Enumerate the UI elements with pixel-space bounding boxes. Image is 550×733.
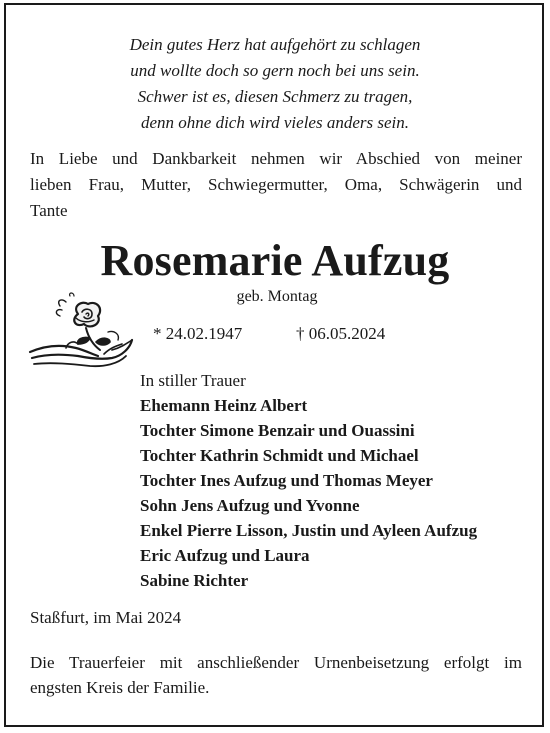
mourner-name: Tochter Ines Aufzug und Thomas Meyer	[140, 471, 433, 490]
mourner-name: Sabine Richter	[140, 571, 249, 590]
intro-line: Tante	[30, 201, 68, 220]
mourner-name: Enkel Pierre Lisson, Justin und Ayleen Aufzug	[140, 521, 478, 540]
poem-line: Dein gutes Herz hat aufgehört zu schlagen	[129, 35, 421, 54]
poem	[0, 32, 550, 136]
mourner-name: Eric Aufzug und Laura	[140, 546, 310, 565]
rose-in-hands-icon	[26, 292, 134, 372]
birth-date: * 24.02.1947	[153, 324, 243, 343]
poem-line: denn ohne dich wird vieles anders sein.	[140, 113, 409, 132]
mourners-lead: In stiller Trauer	[140, 371, 246, 390]
maiden-name: geb. Montag	[236, 288, 318, 305]
poem-line: und wollte doch so gern noch bei uns sein.	[130, 61, 420, 80]
mourner-name: Tochter Kathrin Schmidt und Michael	[140, 446, 419, 465]
intro-text	[30, 146, 522, 224]
mourner-name: Ehemann Heinz Albert	[140, 396, 308, 415]
poem-line: Schwer ist es, diesen Schmerz zu tragen,	[137, 87, 413, 106]
service-line: Die Trauerfeier mit anschließender Urnenbeisetzung erfolgt im	[30, 653, 522, 672]
mourners-list	[140, 368, 477, 593]
intro-line: In Liebe und Dankbarkeit nehmen wir Abschied von meiner	[30, 149, 522, 168]
deceased-name: Rosemarie Aufzug	[100, 236, 450, 285]
service-line: engsten Kreis der Familie.	[30, 678, 210, 697]
mourner-name: Sohn Jens Aufzug und Yvonne	[140, 496, 360, 515]
place-date: Staßfurt, im Mai 2024	[30, 608, 182, 627]
service-info	[30, 650, 522, 700]
death-date: † 06.05.2024	[296, 324, 386, 343]
intro-line: lieben Frau, Mutter, Schwiegermutter, Oma, Schwägerin und	[30, 175, 522, 194]
mourner-name: Tochter Simone Benzair und Ouassini	[140, 421, 415, 440]
